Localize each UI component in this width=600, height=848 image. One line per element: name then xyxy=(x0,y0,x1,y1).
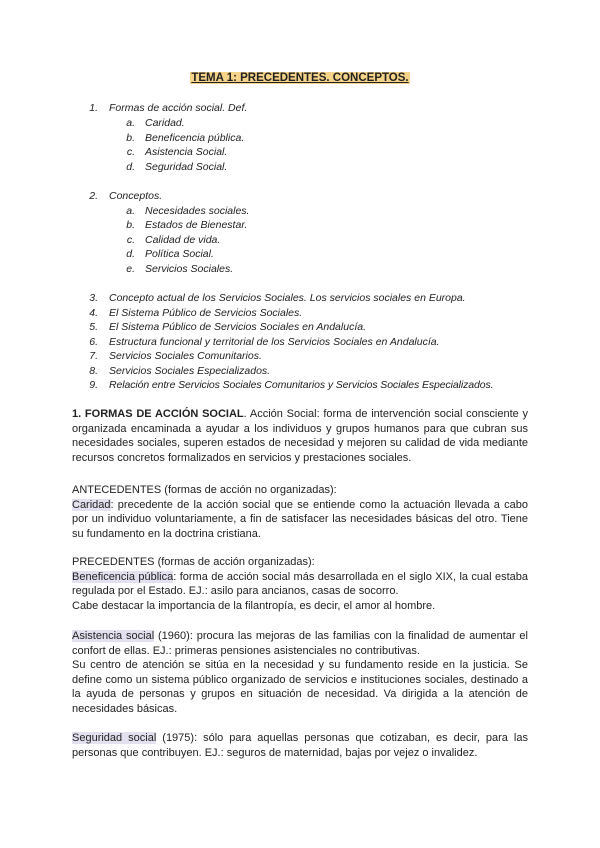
toc-label: Formas de acción social. Def. xyxy=(109,102,248,114)
document-title xyxy=(0,72,600,84)
antecedentes-block xyxy=(72,483,528,541)
toc-number: 2. xyxy=(89,190,98,202)
beneficencia-extra: Cabe destacar la importancia de la filantropía, es decir, el amor al hombre. xyxy=(72,599,436,612)
asistencia-text: (1960): procura las mejoras de las familias con la finalidad de aumentar el confort de ellas. EJ.: primeras pensiones asistenciales no contributivas. xyxy=(72,630,528,657)
precedentes-label: PRECEDENTES (formas de acción organizadas): xyxy=(72,556,315,568)
term-beneficencia: Beneficencia pública xyxy=(72,570,174,583)
term-asistencia: Asistencia social xyxy=(72,630,155,642)
precedentes-block xyxy=(72,555,528,613)
section-1-text: . Acción Social: forma de intervención social consciente y organizada encaminada a ayudar a los individuos y grupos humanos para que cubran sus necesidades sociales, superen estados de necesidad y mejoren su calidad de vida mediante recursos concretos formalizados en servicios y prestaciones sociales. xyxy=(72,408,528,464)
term-caridad: Caridad xyxy=(72,498,111,511)
seguridad-text: (1975): sólo para aquellas personas que cotizaban, es decir, para las personas que contribuyen. EJ.: seguros de maternidad, bajas por vejez o invalidez. xyxy=(72,732,528,759)
toc-label: Conceptos. xyxy=(109,190,163,202)
title-text: TEMA 1: PRECEDENTES. CONCEPTOS. xyxy=(191,72,409,84)
document-page: TEMA 1: PRECEDENTES. CONCEPTOS. 1. Formas de acción social. Def. a. Caridad. b. Beneficencia pública. c. Asistencia Social. d. Seguridad Social. 2. Conceptos. a. Necesidades sociales. b. Estados de Bienestar. c. Calidad de vida. d. Política Social. e. Servicios Sociales. 3. Concepto actual de los Servicios Sociales. Los servicios sociales en Europa. 4. El Sistema Público de Servicios Sociales. 5. El Sistema Público de Servicios Sociales en Andalucía. 6. Estructura funcional y territorial de los Servicios Sociales en Andalucía. 7. Servicios Sociales Comunitarios. 8. Servicios Sociales Especializados. 9. Relación entre Servicios Sociales Comunitarios y Servicios Sociales Especializados. 1. FORMAS DE ACCIÓN SOCIAL. Acción Social: forma de intervención social consciente y organizada encaminada a ayudar a los individuos y grupos humanos para que cubran sus necesidades sociales, superen estados de necesidad y mejoren su calidad de vida mediante recursos concretos formalizados en servicios y prestaciones sociales. ANTECEDENTES (formas de acción no organizadas): Caridad: precedente de la acción social que se entiende como la actuación llevada a cabo por un individuo voluntariamente, a fin de satisfacer las necesidades básicas del otro. Tiene su fundamento en la doctrina cristiana. PRECEDENTES (formas de acción organizadas): Beneficencia pública: forma de acción social más desarrollada en el siglo XIX, la cual estaba regulada por el Estado. EJ.: asilo para ancianos, casas de socorro. Cabe destacar la importancia de la filantropía, es decir, el amor al hombre. Asistencia social (1960): procura las mejoras de las familias con la finalidad de aumentar el confort de ellas. EJ.: primeras pensiones asistenciales no contributivas. Su centro de atención se sitúa en la necesidad y su fundamento reside en la justicia. Se define como un sistema público organizado de servicios e instituciones sociales, destinado a la ayuda de personas y grupos en situación de necesidad. Va dirigida a la atención de necesidades básicas. Seguridad social (1975): sólo para aquellas personas que cotizaban, es decir, para las personas que contribuyen. EJ.: seguros de maternidad, bajas por vejez o invalidez. xyxy=(0,0,600,848)
asistencia-extra: Su centro de atención se sitúa en la necesidad y su fundamento reside en la justicia. Se define como un sistema público organizado de servicios e instituciones sociales, destinado a la ayuda de personas y grupos en situación de necesidad. Va dirigida a la atención de necesidades básicas. xyxy=(72,659,528,715)
term-seguridad: Seguridad social xyxy=(72,732,157,744)
antecedentes-label: ANTECEDENTES (formas de acción no organizadas): xyxy=(72,484,337,496)
caridad-text: : precedente de la acción social que se entiende como la actuación llevada a cabo por un individuo voluntariamente, a fin de satisfacer las necesidades básicas del otro. Tiene su fundamento en la doctrina cristiana. xyxy=(72,498,528,540)
section-1-intro xyxy=(72,407,528,465)
beneficencia-text: : forma de acción social más desarrollada en el siglo XIX, la cual estaba regulada por el Estado. EJ.: asilo para ancianos, casas de socorro. xyxy=(72,570,528,597)
toc-number: 1. xyxy=(89,102,98,114)
asistencia-block xyxy=(72,629,528,716)
section-1-heading: 1. FORMAS DE ACCIÓN SOCIAL xyxy=(72,408,244,420)
seguridad-block xyxy=(72,731,528,760)
